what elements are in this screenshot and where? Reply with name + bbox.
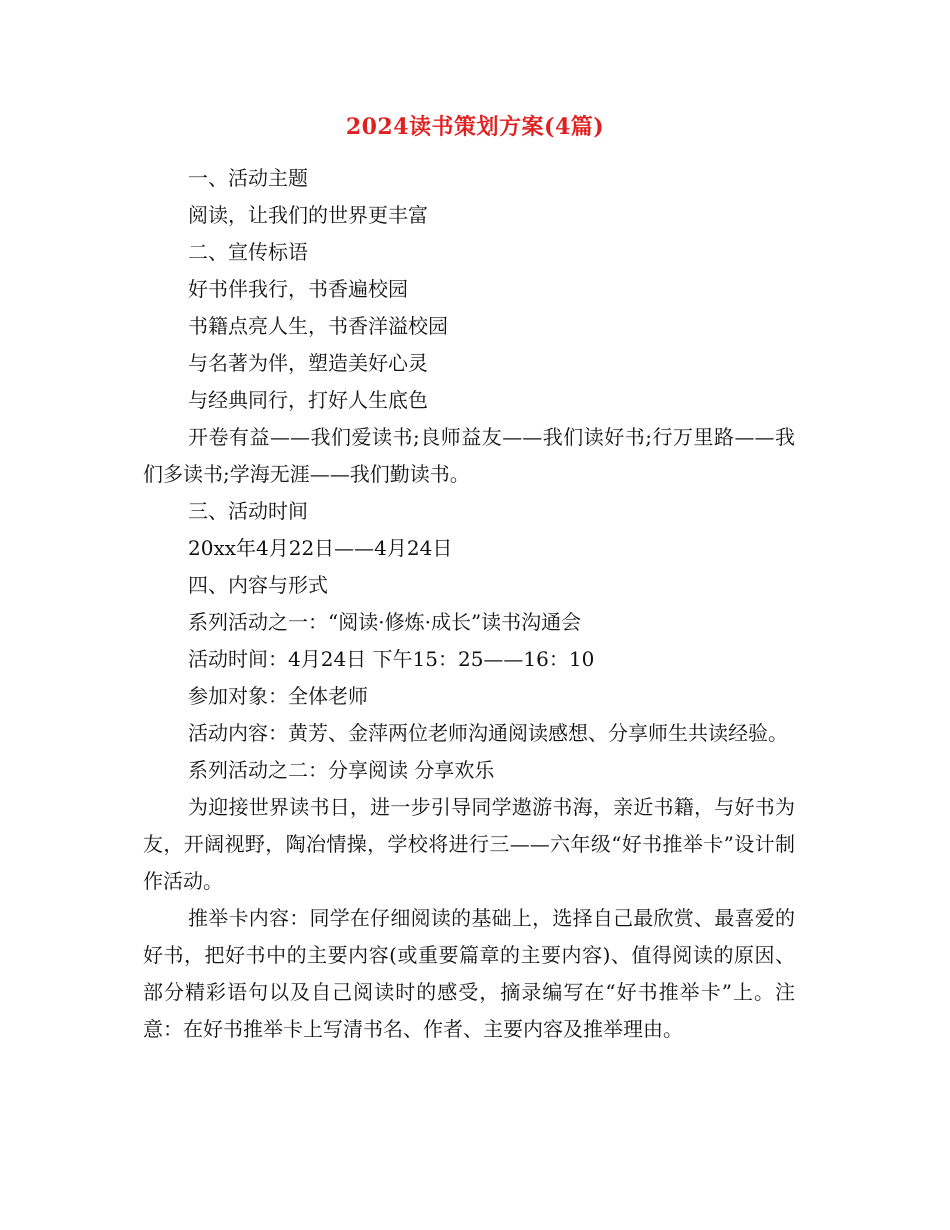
paragraph: 推举卡内容：同学在仔细阅读的基础上，选择自己最欣赏、最喜爱的好书，把好书中的主要内容(或重要篇章的主要内容)、值得阅读的原因、部分精彩语句以及自己阅读时的感受，摘录编写在“好书推举卡”上。注意：在好书推举卡上写清书名、作者、主要内容及推举理由。 [143,906,795,1041]
paragraph: 开卷有益——我们爱读书;良师益友——我们读好书;行万里路——我们多读书;学海无涯——我们勤读书。 [143,425,795,486]
paragraph: 20xx年4月22日——4月24日 [188,536,453,560]
paragraph: 好书伴我行，书香遍校园 [188,277,408,301]
heading-content-form: 四、内容与形式 [188,573,328,597]
paragraph: 与名著为伴，塑造美好心灵 [188,351,428,375]
paragraph: 为迎接世界读书日，进一步引导同学遨游书海，亲近书籍，与好书为友，开阔视野，陶冶情操，学校将进行三——六年级“好书推举卡”设计制作活动。 [143,795,795,893]
paragraph: 书籍点亮人生，书香洋溢校园 [188,314,448,338]
heading-slogans: 二、宣传标语 [188,240,308,264]
paragraph: 系列活动之二：分享阅读 分享欢乐 [188,758,495,782]
paragraph: 活动时间：4月24日 下午15：25——16：10 [188,647,595,671]
paragraph: 参加对象：全体老师 [188,684,368,708]
document-body [143,160,795,1048]
paragraph: 系列活动之一：“阅读·修炼·成长”读书沟通会 [188,610,582,634]
paragraph: 与经典同行，打好人生底色 [188,388,428,412]
heading-activity-theme: 一、活动主题 [188,166,308,190]
document-title: 2024读书策划方案(4篇) [345,114,605,140]
heading-activity-time: 三、活动时间 [188,499,308,523]
paragraph: 阅读，让我们的世界更丰富 [188,203,428,227]
paragraph: 活动内容：黄芳、金萍两位老师沟通阅读感想、分享师生共读经验。 [188,721,788,745]
